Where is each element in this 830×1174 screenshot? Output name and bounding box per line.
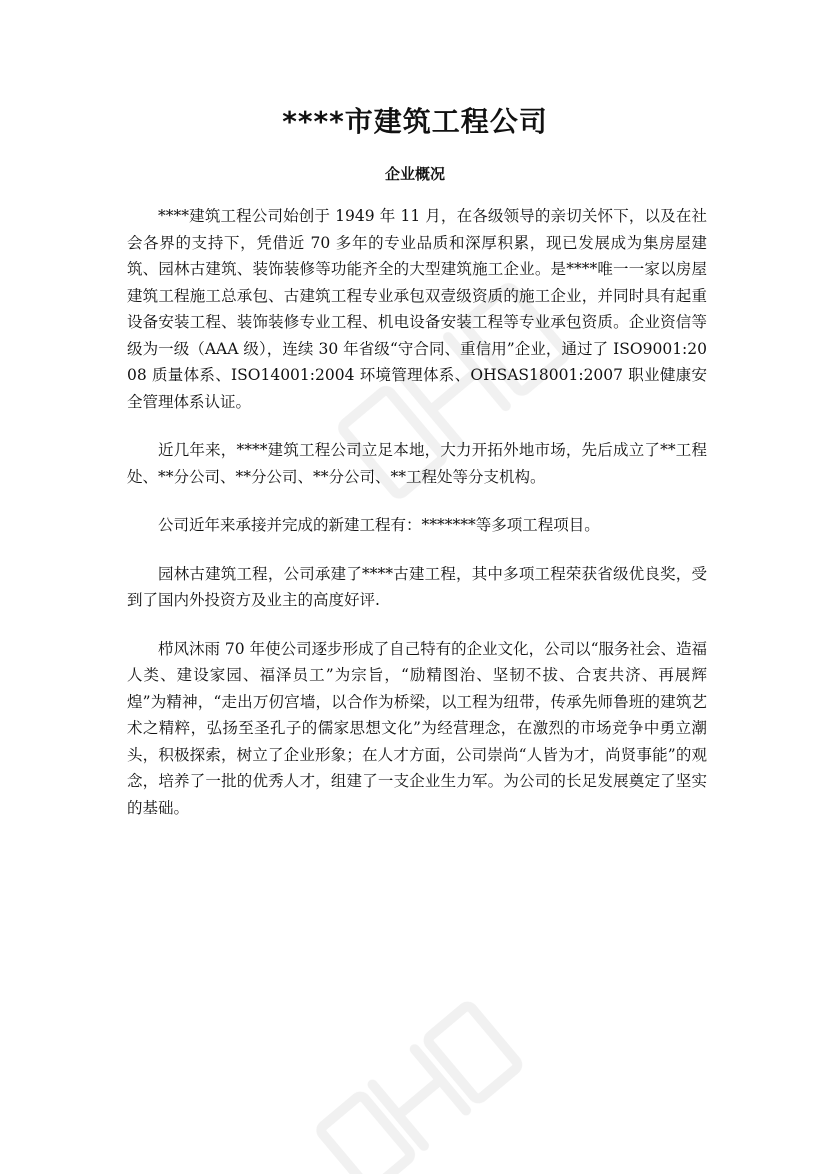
paragraph-new-projects: 公司近年来承接并完成的新建工程有：*******等多项工程项目。 <box>158 516 600 534</box>
paragraph-branches: 近几年来，****建筑工程公司立足本地，大力开拓外地市场，先后成立了**工程处、**分公司、**分公司、**分公司、**工程处等分支机构。 <box>127 441 707 486</box>
paragraph-ancient-architecture: 园林古建筑工程，公司承建了****古建工程，其中多项工程荣获省级优良奖，受到了国内外投资方及业主的高度好评. <box>127 564 707 609</box>
paragraph-corporate-culture: 栉风沐雨 70 年使公司逐步形成了自己特有的企业文化，公司以“服务社会、造福人类、建设家园、福泽员工”为宗旨，“励精图治、坚韧不拔、合衷共济、再展辉煌”为精神，“走出万仞宫墙，以合作为桥梁，以工程为纽带，传承先师鲁班的建筑艺术之精粹，弘扬至圣孔子的儒家思想文化”为经营理念，在激烈的市场竞争中勇立潮头，积极探索，树立了企业形象；在人才方面，公司崇尚“人皆为才，尚贤事能”的观念，培养了一批的优秀人才，组建了一支企业生力军。为公司的长足发展奠定了坚实的基础。 <box>127 639 708 817</box>
document-title: ****市建筑工程公司 <box>282 105 548 138</box>
paragraph-company-history: ****建筑工程公司始创于 1949 年 11 月，在各级领导的亲切关怀下，以及在社会各界的支持下，凭借近 70 多年的专业品质和深厚积累，现已发展成为集房屋建筑、园林古建筑、装饰装修等功能齐全的大型建筑施工企业。是****唯一一家以房屋建筑工程施工总承包、古建筑工程专业承包双壹级资质的施工企业，并同时具有起重设备安装工程、装饰装修专业工程、机电设备安装工程等专业承包资质。企业资信等级为一级（AAA 级），连续 30 年省级“守合同、重信用”企业，通过了 ISO9001:2008 质量体系、ISO14001:2004 环境管理体系、OHSAS18001:2007 职业健康安全管理体系认证。 <box>127 207 707 411</box>
section-heading: 企业概况 <box>384 165 445 183</box>
document-body <box>127 203 707 843</box>
